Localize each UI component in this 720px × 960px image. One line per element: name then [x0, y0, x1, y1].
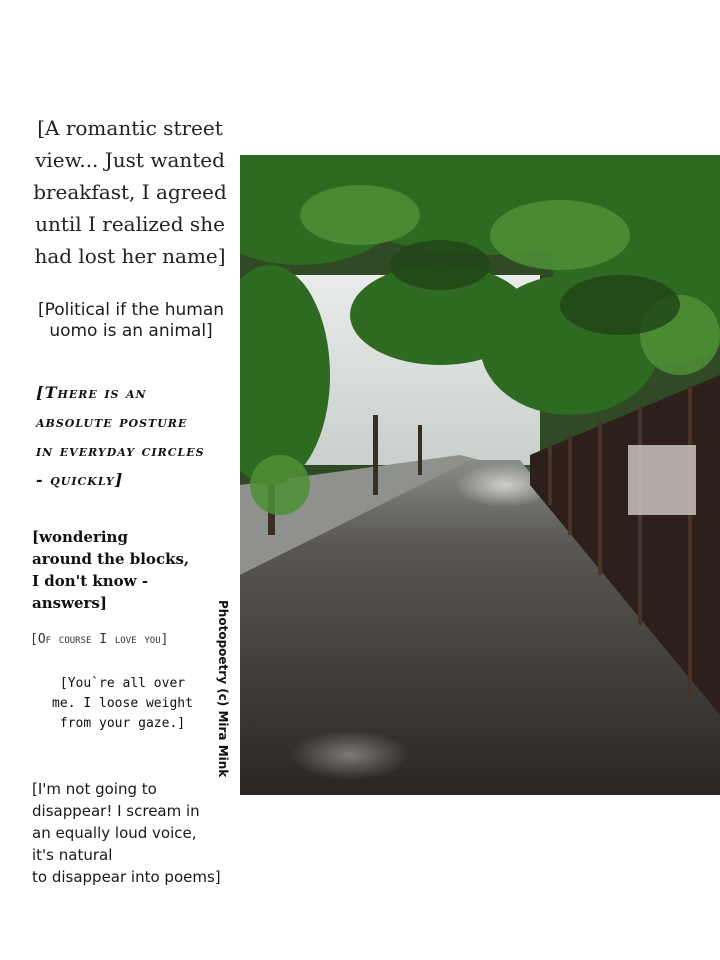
poem-political: [Political if the human uomo is an animal] [37, 300, 225, 341]
poem-all-over-me: [You`re all over me. I loose weight from your gaze.] [52, 676, 193, 731]
rainy-street-photo [240, 155, 720, 795]
poem-love-you: [Of course I love you] [30, 632, 169, 647]
photo-credit-text: Photopoetry (c) Mira Mink [216, 600, 230, 778]
poem-romantic-street: [A romantic street view... Just wanted breakfast, I agreed until I realized she had lost her name] [33, 116, 227, 268]
poem-absolute-posture: [There is an absolute posture in everyday circles - quickly] [36, 383, 205, 489]
poem-not-disappear: [I'm not going to disappear! I scream in an equally loud voice, it's natural to disappear into poems] [32, 780, 221, 886]
poem-wondering: [wondering around the blocks, I don't know - answers] [32, 528, 190, 612]
